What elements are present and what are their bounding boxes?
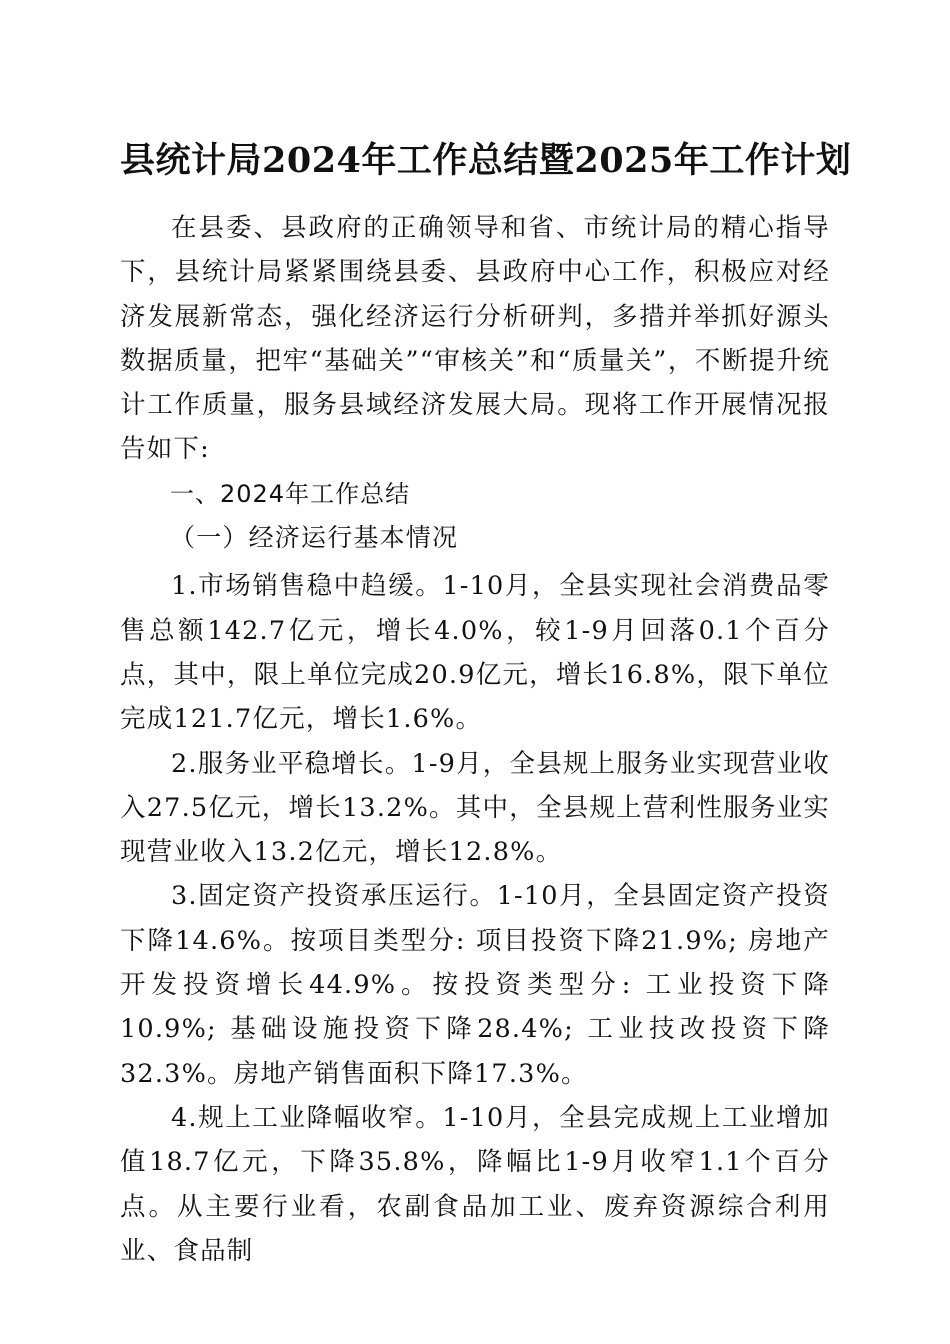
subsection-heading: （一）经济运行基本情况 xyxy=(170,523,459,553)
item-paragraph-2: 2.服务业平稳增长。1-9月，全县规上服务业实现营业收入27.5亿元，增长13.2%。其中，全县规上营利性服务业实现营业收入13.2亿元，增长12.8%。 xyxy=(120,748,830,868)
section-heading: 一、2024年工作总结 xyxy=(170,479,411,508)
item-paragraph-1: 1.市场销售稳中趋缓。1-10月，全县实现社会消费品零售总额142.7亿元，增长4.0%，较1-9月回落0.1个百分点，其中，限上单位完成20.9亿元，增长16.8%，限下单位完成121.7亿元，增长1.6%。 xyxy=(120,571,830,735)
item-paragraph-3: 3.固定资产投资承压运行。1-10月，全县固定资产投资下降14.6%。按项目类型分: 项目投资下降21.9%; 房地产开发投资增长44.9%。按投资类型分: 工业投资下降10.9%; 基础设施投资下降28.4%; 工业技改投资下降32.3%。房地产销售面积下降17.3%。 xyxy=(120,881,830,1089)
item-paragraph-4: 4.规上工业降幅收窄。1-10月，全县完成规上工业增加值18.7亿元，下降35.8%，降幅比1-9月收窄1.1个百分点。从主要行业看，农副食品加工业、废弃资源综合利用业、食品制 xyxy=(120,1102,830,1266)
document-title: 县统计局2024年工作总结暨2025年工作计划 xyxy=(120,140,852,181)
intro-paragraph: 在县委、县政府的正确领导和省、市统计局的精心指导下，县统计局紧紧围绕县委、县政府中心工作，积极应对经济发展新常态，强化经济运行分析研判，多措并举抓好源头数据质量，把牢“基础关”“审核关”和“质量关”，不断提升统计工作质量，服务县域经济发展大局。现将工作开展情况报告如下: xyxy=(120,213,830,465)
